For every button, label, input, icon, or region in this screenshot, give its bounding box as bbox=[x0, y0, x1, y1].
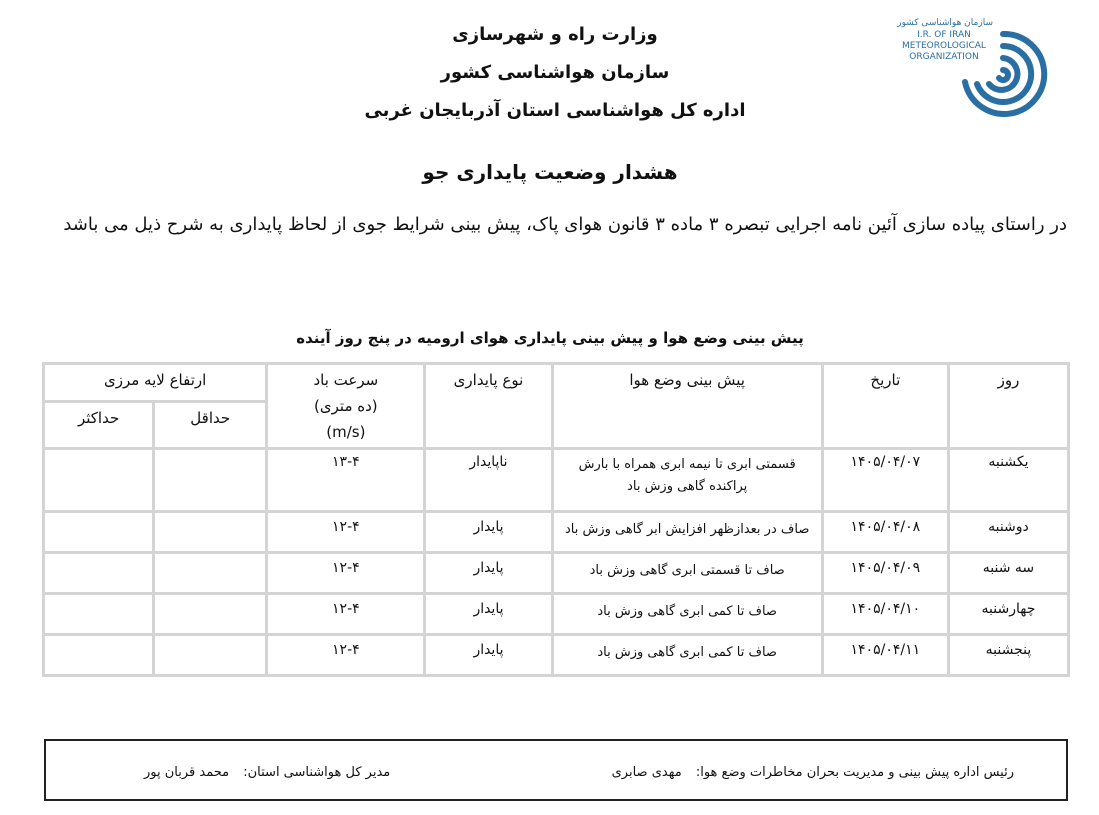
signature-box bbox=[44, 739, 1068, 801]
cell-weather: صاف در بعدازظهر افزایش ابر گاهی وزش باد bbox=[552, 512, 822, 553]
cell-stability: پایدار bbox=[425, 635, 552, 676]
document-title: هشدار وضعیت پایداری جو bbox=[422, 160, 678, 184]
cell-wind: ۱۳-۴ bbox=[267, 449, 425, 512]
cell-day: دوشنبه bbox=[948, 512, 1068, 553]
cell-weather: صاف تا قسمتی ابری گاهی وزش باد bbox=[552, 553, 822, 594]
cell-min bbox=[154, 553, 267, 594]
table-header-row bbox=[44, 364, 1069, 402]
cell-day: یکشنبه bbox=[948, 449, 1068, 512]
cell-stability: پایدار bbox=[425, 553, 552, 594]
cell-min bbox=[154, 635, 267, 676]
cell-date: ۱۴۰۵/۰۴/۰۷ bbox=[822, 449, 948, 512]
cell-weather: صاف تا کمی ابری گاهی وزش باد bbox=[552, 594, 822, 635]
forecast-table bbox=[42, 362, 1070, 677]
header-organization: سازمان هواشناسی کشور bbox=[440, 62, 670, 83]
cell-stability: پایدار bbox=[425, 512, 552, 553]
header-wind-speed bbox=[267, 364, 425, 449]
header-wind-speed-unit: (m/s) bbox=[326, 423, 366, 441]
header-max: حداکثر bbox=[44, 402, 154, 449]
header bbox=[250, 18, 860, 132]
table-row bbox=[44, 635, 1069, 676]
logo-org-name-en-line1: I.R. OF IRAN bbox=[917, 30, 971, 40]
logo-spiral-icon bbox=[955, 26, 1051, 126]
signature-director-general-role: مدیر کل هواشناسی استان: bbox=[243, 765, 391, 780]
signature-forecast-head bbox=[612, 765, 1014, 780]
header-provincial-office: اداره کل هواشناسی استان آذربایجان غربی bbox=[364, 100, 746, 121]
cell-day: سه شنبه bbox=[948, 553, 1068, 594]
cell-max bbox=[44, 594, 154, 635]
cell-min bbox=[154, 594, 267, 635]
signature-director-general-name: محمد قربان پور bbox=[144, 765, 230, 780]
logo-org-name-fa: سازمان هواشناسی کشور bbox=[897, 18, 993, 28]
table-row bbox=[44, 449, 1069, 512]
intro-paragraph: در راستای پیاده سازی آئین نامه اجرایی تبصره ۳ ماده ۳ قانون هوای پاک، پیش بینی شرایط جوی از لحاظ پایداری به شرح ذیل می باشد bbox=[63, 214, 1067, 235]
header-wind-speed-line2: (ده متری) bbox=[314, 397, 378, 415]
signature-forecast-head-role: رئیس اداره پیش بینی و مدیریت بحران مخاطرات وضع هوا: bbox=[695, 765, 1014, 780]
header-date: تاریخ bbox=[822, 364, 948, 449]
cell-min bbox=[154, 449, 267, 512]
cell-stability: پایدار bbox=[425, 594, 552, 635]
cell-max bbox=[44, 553, 154, 594]
cell-date: ۱۴۰۵/۰۴/۰۹ bbox=[822, 553, 948, 594]
signature-director-general bbox=[144, 765, 390, 780]
header-min: حداقل bbox=[154, 402, 267, 449]
header-stability-type: نوع پایداری bbox=[425, 364, 552, 449]
table-title: پیش بینی وضع هوا و پیش بینی پایداری هوای ارومیه در پنج روز آینده bbox=[296, 329, 804, 347]
cell-weather: صاف تا کمی ابری گاهی وزش باد bbox=[552, 635, 822, 676]
cell-max bbox=[44, 449, 154, 512]
meteorological-organization-logo bbox=[893, 14, 1053, 134]
cell-day: پنجشنبه bbox=[948, 635, 1068, 676]
cell-stability: ناپایدار bbox=[425, 449, 552, 512]
cell-wind: ۱۲-۴ bbox=[267, 512, 425, 553]
logo-org-name-en-line2: METEOROLOGICAL bbox=[902, 41, 986, 51]
cell-weather: قسمتی ابری تا نیمه ابری همراه با بارش پراکنده گاهی وزش باد bbox=[552, 449, 822, 512]
header-weather-forecast: پیش بینی وضع هوا bbox=[552, 364, 822, 449]
header-ministry: وزارت راه و شهرسازی bbox=[452, 24, 658, 45]
cell-max bbox=[44, 635, 154, 676]
table-row bbox=[44, 512, 1069, 553]
table-row bbox=[44, 553, 1069, 594]
logo-org-name-en-line3: ORGANIZATION bbox=[909, 52, 979, 62]
cell-date: ۱۴۰۵/۰۴/۱۱ bbox=[822, 635, 948, 676]
cell-wind: ۱۲-۴ bbox=[267, 635, 425, 676]
cell-date: ۱۴۰۵/۰۴/۰۸ bbox=[822, 512, 948, 553]
table-row bbox=[44, 594, 1069, 635]
cell-min bbox=[154, 512, 267, 553]
signature-forecast-head-name: مهدی صابری bbox=[611, 765, 682, 780]
cell-wind: ۱۲-۴ bbox=[267, 594, 425, 635]
cell-max bbox=[44, 512, 154, 553]
header-boundary-layer-height: ارتفاع لایه مرزی bbox=[44, 364, 267, 402]
cell-date: ۱۴۰۵/۰۴/۱۰ bbox=[822, 594, 948, 635]
cell-day: چهارشنبه bbox=[948, 594, 1068, 635]
cell-wind: ۱۲-۴ bbox=[267, 553, 425, 594]
header-wind-speed-line1: سرعت باد bbox=[313, 371, 379, 389]
header-day: روز bbox=[948, 364, 1068, 449]
